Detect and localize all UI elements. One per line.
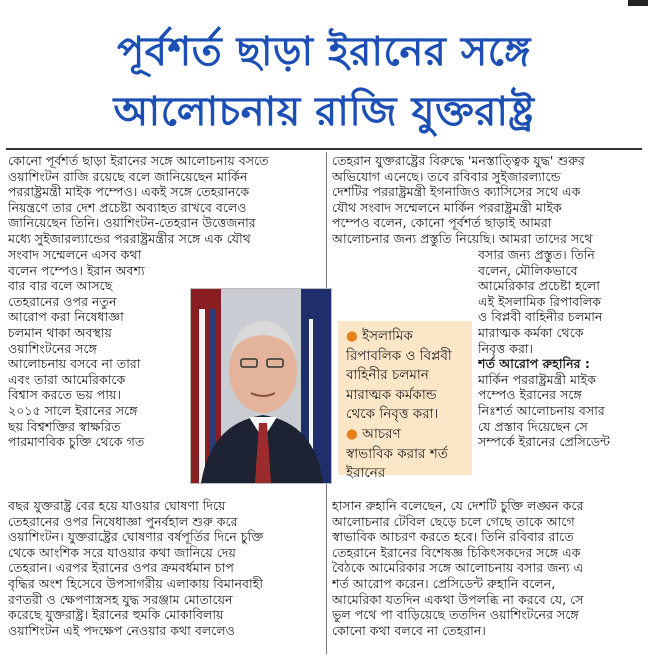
text-line: পম্পেও ইরানের সঙ্গে bbox=[478, 387, 582, 403]
text-line: দেশটির পররাষ্ট্রমন্ত্রী ইগনাজিও ক্যাসিসের সথে এক bbox=[332, 184, 581, 200]
pull-quote-item-1 bbox=[346, 327, 452, 425]
text-line: নিবৃত্ত করা। bbox=[478, 340, 534, 356]
text-line: বসার জন্য প্রস্তুত। তিনি bbox=[478, 247, 595, 262]
headline bbox=[0, 22, 648, 142]
text-line: আমেরিকার প্রচেষ্টা হলো bbox=[478, 278, 600, 294]
pull-quote-line: ইসলামিক bbox=[362, 328, 413, 344]
text-line: বার বার বলে আসছে bbox=[8, 278, 113, 294]
text-line: আরোপ করা নিষেধাজ্ঞা bbox=[8, 309, 124, 325]
right-column-bottom bbox=[332, 498, 642, 638]
text-line: নিয়ন্ত্রণে তার দেশ প্রচেষ্টা অব্যাহত রাখবে বলেও bbox=[8, 199, 247, 215]
text-line: পারমাণবিক চুক্তি থেকে গত bbox=[8, 434, 145, 450]
text-line: ভুল পথে পা বাড়িয়েছে ততদিন ওয়াশিংটনের সঙ্গে bbox=[332, 607, 579, 623]
pull-quote-line: থেকে নিবৃত্ত করা। bbox=[346, 406, 439, 422]
text-line: ওয়াশিংটন এই পদক্ষেপ নেওয়ার কথা বললেও bbox=[8, 622, 235, 638]
text-line: আমেরিকা যতদিন একথা উপলব্ধি না করবে যে, সে bbox=[332, 591, 584, 607]
text-line: বৃদ্ধির অংশ হিসেবে উপসাগরীয় এলাকায় বিমানবাহী bbox=[8, 575, 263, 591]
pull-quote-line: ইরানের bbox=[346, 465, 386, 481]
text-line: নিঃশর্ত আলোচনায় বসার bbox=[478, 402, 605, 418]
text-line: তেহরানের ওপর নিষেধাজ্ঞা পুনর্বহাল শুরু করে bbox=[8, 513, 238, 529]
text-line: আলোচনার টেবিল ছেড়ে চলে গেছে তাকে আগে bbox=[332, 513, 575, 529]
text-line: পররাষ্ট্রমন্ত্রী মাইক পম্পেও। একই সঙ্গে তেহরানকে bbox=[8, 184, 250, 200]
text-line: পম্পেও বলেন, কোনো পূর্বশর্ত ছাড়াই আমরা bbox=[332, 215, 552, 231]
headline-rule bbox=[6, 148, 642, 150]
text-line: হাসান রুহানি বলেছেন, যে দেশটি চুক্তি লঙ্ঘন করে bbox=[332, 498, 584, 513]
portrait-illustration bbox=[191, 289, 331, 483]
bullet-icon: ● bbox=[346, 426, 358, 442]
text-line: কোনো পূর্বশর্ত ছাড়া ইরানের সঙ্গে আলোচনায় বসতে bbox=[8, 153, 269, 168]
text-line: সম্পর্কে ইরানের প্রেসিডেন্ট bbox=[478, 434, 611, 450]
text-line: ওয়াশিংটন রাজি রয়েছে বলে জানিয়েছেন মার্কিন bbox=[8, 168, 248, 184]
text-line: ছয় বিশ্বশক্তির স্বাক্ষরিত bbox=[8, 418, 121, 434]
left-column-top bbox=[8, 153, 320, 247]
headline-line-2: আলোচনায় রাজি যুক্তরাষ্ট্র bbox=[113, 89, 535, 135]
text-line: কোনো কথা বলবে না তেহরান। bbox=[332, 622, 486, 638]
text-line: চলমান থাকা অবস্থায় bbox=[8, 324, 112, 340]
pompeo-photo bbox=[190, 288, 332, 484]
text-line: তেহরান। এরপর ইরানের ওপর ক্রমবর্ধমান চাপ bbox=[8, 560, 234, 576]
pull-quote-line: রিপাবলিক ও বিপ্লবী bbox=[346, 347, 452, 364]
pull-quote-line: মারাত্মক কর্মকান্ড bbox=[346, 386, 437, 403]
text-line: ও বিপ্লবী বাহিনীর চলমান bbox=[478, 309, 603, 325]
text-line: এবং তারা আমেরিকাকে bbox=[8, 371, 126, 387]
pull-quote-line: স্বাভাবিক করার শর্ত bbox=[346, 445, 448, 462]
text-line: বিশ্বাস করতে ভয় পায়। bbox=[8, 387, 121, 403]
pull-quote-item-2 bbox=[346, 425, 448, 484]
text-line: তেহরানে ইরানের বিশেষজ্ঞ চিকিৎসকদের সঙ্গে এক bbox=[332, 544, 581, 560]
text-line: মধ্যে সুইজারল্যান্ডের পররাষ্ট্রমন্ত্রীর সঙ্গে এক যৌথ bbox=[8, 230, 251, 246]
text-line: ওয়াশিংটনের সঙ্গে bbox=[8, 340, 97, 356]
text-line: জানিয়েছেন তিনি। ওয়াশিংটন-তেহরান উত্তেজনার bbox=[8, 215, 256, 231]
headline-line-1: পূর্বশর্ত ছাড়া ইরানের সঙ্গে bbox=[117, 29, 531, 75]
text-line: করেছে যুক্তরাষ্ট্র। ইরানের হুমকি মোকাবিলায় bbox=[8, 607, 224, 623]
text-line: তেহরান যুক্তরাষ্ট্রের বিরুদ্ধে 'মনস্তাত্ত্বিক যুদ্ধ' শুরুর bbox=[332, 153, 585, 168]
text-line: স্বাভাবিক আচরণ করতে হবে। তিনি রবিবার রাতে bbox=[332, 529, 574, 545]
text-line: আলোচনার জন্য প্রস্তুতি নিয়েছি। আমরা তাদের সথে bbox=[332, 230, 593, 246]
text-line: রণতরী ও ক্ষেপণাস্ত্রসহ যুদ্ধ সরঞ্জাম মোতায়েন bbox=[8, 591, 233, 607]
text-line: বছর যুক্তরাষ্ট্র বের হয়ে যাওয়ার ঘোষণা দিয়ে bbox=[8, 498, 226, 513]
text-line: সংবাদ সম্মেলনে এসব কথা bbox=[8, 247, 142, 262]
text-line: আলোচনায় বসবে না তারা bbox=[8, 356, 141, 372]
text-line: ওয়াশিংটন। যুক্তরাষ্ট্রের ঘোষণার বর্ষপূর্তির দিনে চুক্তি bbox=[8, 529, 264, 545]
right-column-side bbox=[478, 247, 642, 450]
text-line: অভিযোগ এনেছে। তবে রবিবার সুইজারল্যান্ডে bbox=[332, 168, 561, 184]
text-line: শর্ত আরোপ করেন। প্রেসিডেন্ট রুহানি বলেন, bbox=[332, 575, 556, 591]
subheading-line: শর্ত আরোপ রুহানির : bbox=[478, 356, 590, 372]
text-line: যে প্রস্তাব দিয়েছেন সে bbox=[478, 418, 588, 434]
text-line: এই ইসলামিক রিপাবলিক bbox=[478, 293, 601, 309]
text-line: থেকে আংশিক সরে যাওয়ার কথা জানিয়ে দেয় bbox=[8, 544, 236, 560]
text-line: বলেন, মৌলিকভাবে bbox=[478, 262, 578, 278]
left-column-bottom bbox=[8, 498, 320, 638]
text-line: তেহরানের ওপর নতুন bbox=[8, 293, 117, 309]
text-line: মারাত্মক কর্মকা থেকে bbox=[478, 324, 584, 340]
pull-quote-box bbox=[338, 321, 472, 481]
pull-quote-line: আচরণ bbox=[362, 426, 401, 442]
text-line: বৈঠকে আমেরিকার সঙ্গে আলোচনায় বসার জন্য এ bbox=[332, 560, 584, 576]
right-column-top bbox=[332, 153, 642, 247]
text-line: মার্কিন পররাষ্ট্রমন্ত্রী মাইক bbox=[478, 371, 597, 387]
left-column-side bbox=[8, 247, 186, 450]
text-line: বলেন পম্পেও। ইরান অবশ্য bbox=[8, 262, 145, 278]
text-line: যৌথ সংবাদ সম্মেলনে মার্কিন পররাষ্ট্রমন্ত্রী মাইক bbox=[332, 199, 562, 215]
bullet-icon: ● bbox=[346, 328, 358, 344]
pull-quote-line: বাহিনীর চলমান bbox=[346, 367, 429, 383]
page-corner-mark bbox=[628, 0, 648, 6]
text-line: ২০১৫ সালে ইরানের সঙ্গে bbox=[8, 402, 138, 418]
